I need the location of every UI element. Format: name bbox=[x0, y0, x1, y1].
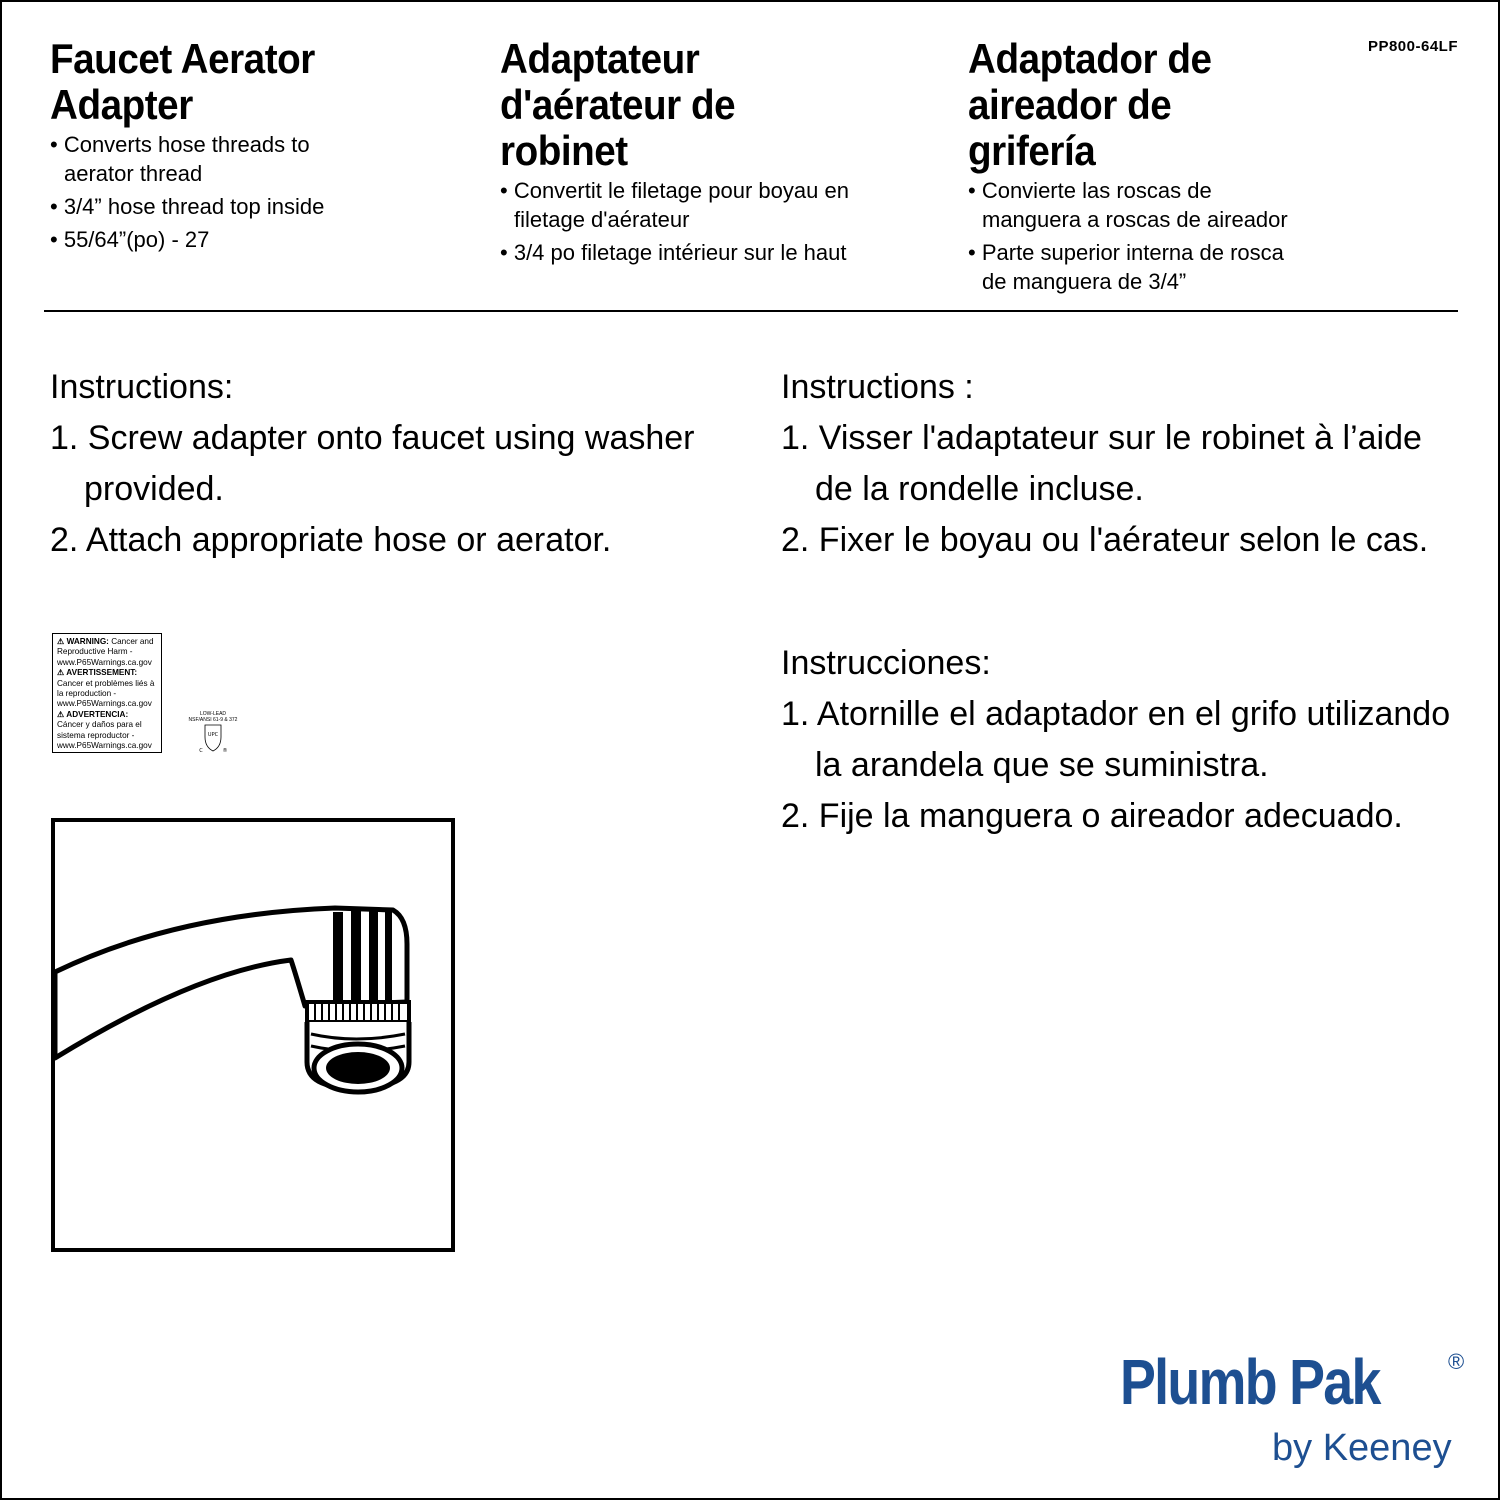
english-step-1: 1. Screw adapter onto faucet using washer provided. bbox=[50, 419, 695, 508]
english-features bbox=[50, 130, 450, 254]
french-title-line3: robinet bbox=[500, 127, 628, 174]
english-title-line2: Adapter bbox=[50, 81, 193, 128]
spanish-step-1: 1. Atornille el adaptador en el grifo utilizando la arandela que se suministra. bbox=[781, 695, 1451, 784]
spanish-title-line1: Adaptador de bbox=[968, 35, 1212, 82]
prop65-warning-box bbox=[52, 633, 162, 753]
cert-line1: LOW-LEAD bbox=[199, 711, 227, 717]
brand-registered-mark: ® bbox=[1448, 1349, 1465, 1374]
warning-en-label: ⚠ WARNING: bbox=[57, 637, 109, 646]
upc-certification-mark bbox=[187, 711, 239, 759]
french-instructions bbox=[781, 362, 1461, 566]
english-feature-3: • 55/64”(po) - 27 bbox=[50, 225, 450, 254]
warning-fr-text: Cancer et problèmes liés à la reproduction - www.P65Warnings.ca.gov bbox=[57, 678, 155, 709]
french-steps bbox=[781, 413, 1461, 566]
product-sku: PP800-64LF bbox=[1367, 38, 1458, 55]
upc-shield-icon bbox=[187, 723, 239, 757]
header-divider bbox=[44, 310, 1458, 312]
english-feature-1: • Converts hose threads to aerator thread bbox=[50, 130, 334, 188]
spanish-feature-2: • Parte superior interna de rosca de manguera de 3/4” bbox=[968, 238, 1312, 296]
cert-line2: NSF/ANSI 61-9 & 372 bbox=[188, 717, 238, 723]
english-header bbox=[50, 36, 450, 258]
spanish-title bbox=[968, 36, 1299, 174]
french-step-1: 1. Visser l'adaptateur sur le robinet à l’aide de la rondelle incluse. bbox=[781, 419, 1422, 508]
english-instructions bbox=[50, 362, 710, 566]
french-step-2: 2. Fixer le boyau ou l'aérateur selon le cas. bbox=[781, 521, 1429, 559]
spanish-header bbox=[968, 36, 1328, 300]
spanish-instructions bbox=[781, 638, 1461, 842]
spanish-steps bbox=[781, 689, 1461, 842]
warning-es-text: Cáncer y daños para el sistema reproductor - www.P65Warnings.ca.gov bbox=[57, 720, 152, 751]
brand-name: Plumb Pak bbox=[1120, 1346, 1380, 1418]
french-title-line2: d'aérateur de bbox=[500, 81, 736, 128]
english-title bbox=[50, 36, 418, 128]
english-instructions-heading: Instructions: bbox=[50, 368, 234, 406]
spanish-title-line3: grifería bbox=[968, 127, 1096, 174]
faucet-adapter-drawing bbox=[55, 822, 451, 1248]
spanish-feature-1: • Convierte las roscas de manguera a roscas de aireador bbox=[968, 176, 1312, 234]
warning-en-text: Cancer and Reproductive Harm - www.P65Warnings.ca.gov bbox=[57, 637, 154, 667]
french-features bbox=[500, 176, 920, 267]
cert-r-mark: ® bbox=[222, 748, 228, 754]
cert-c-mark: C bbox=[199, 748, 203, 754]
english-title-line1: Faucet Aerator bbox=[50, 35, 315, 82]
french-title-line1: Adaptateur bbox=[500, 35, 700, 82]
spanish-instructions-heading: Instrucciones: bbox=[781, 644, 991, 682]
warning-es-label: ⚠ ADVERTENCIA: bbox=[57, 709, 129, 719]
french-instructions-heading: Instructions : bbox=[781, 368, 974, 406]
french-title bbox=[500, 36, 886, 174]
spanish-features bbox=[968, 176, 1328, 296]
english-steps bbox=[50, 413, 710, 566]
faucet-illustration bbox=[51, 818, 455, 1252]
english-feature-2: • 3/4” hose thread top inside bbox=[50, 192, 450, 221]
spanish-step-2: 2. Fije la manguera o aireador adecuado. bbox=[781, 797, 1403, 835]
french-feature-2: • 3/4 po filetage intérieur sur le haut bbox=[500, 238, 920, 267]
warning-fr-label: ⚠ AVERTISSEMENT: bbox=[57, 668, 138, 678]
plumbpak-logo bbox=[1120, 1345, 1480, 1475]
brand-byline: by Keeney bbox=[1272, 1427, 1452, 1469]
cert-mark-text: UPC bbox=[207, 732, 219, 738]
spanish-title-line2: aireador de bbox=[968, 81, 1172, 128]
french-header bbox=[500, 36, 920, 271]
english-step-2: 2. Attach appropriate hose or aerator. bbox=[50, 521, 612, 559]
french-feature-1: • Convertit le filetage pour boyau en filetage d'aérateur bbox=[500, 176, 849, 234]
